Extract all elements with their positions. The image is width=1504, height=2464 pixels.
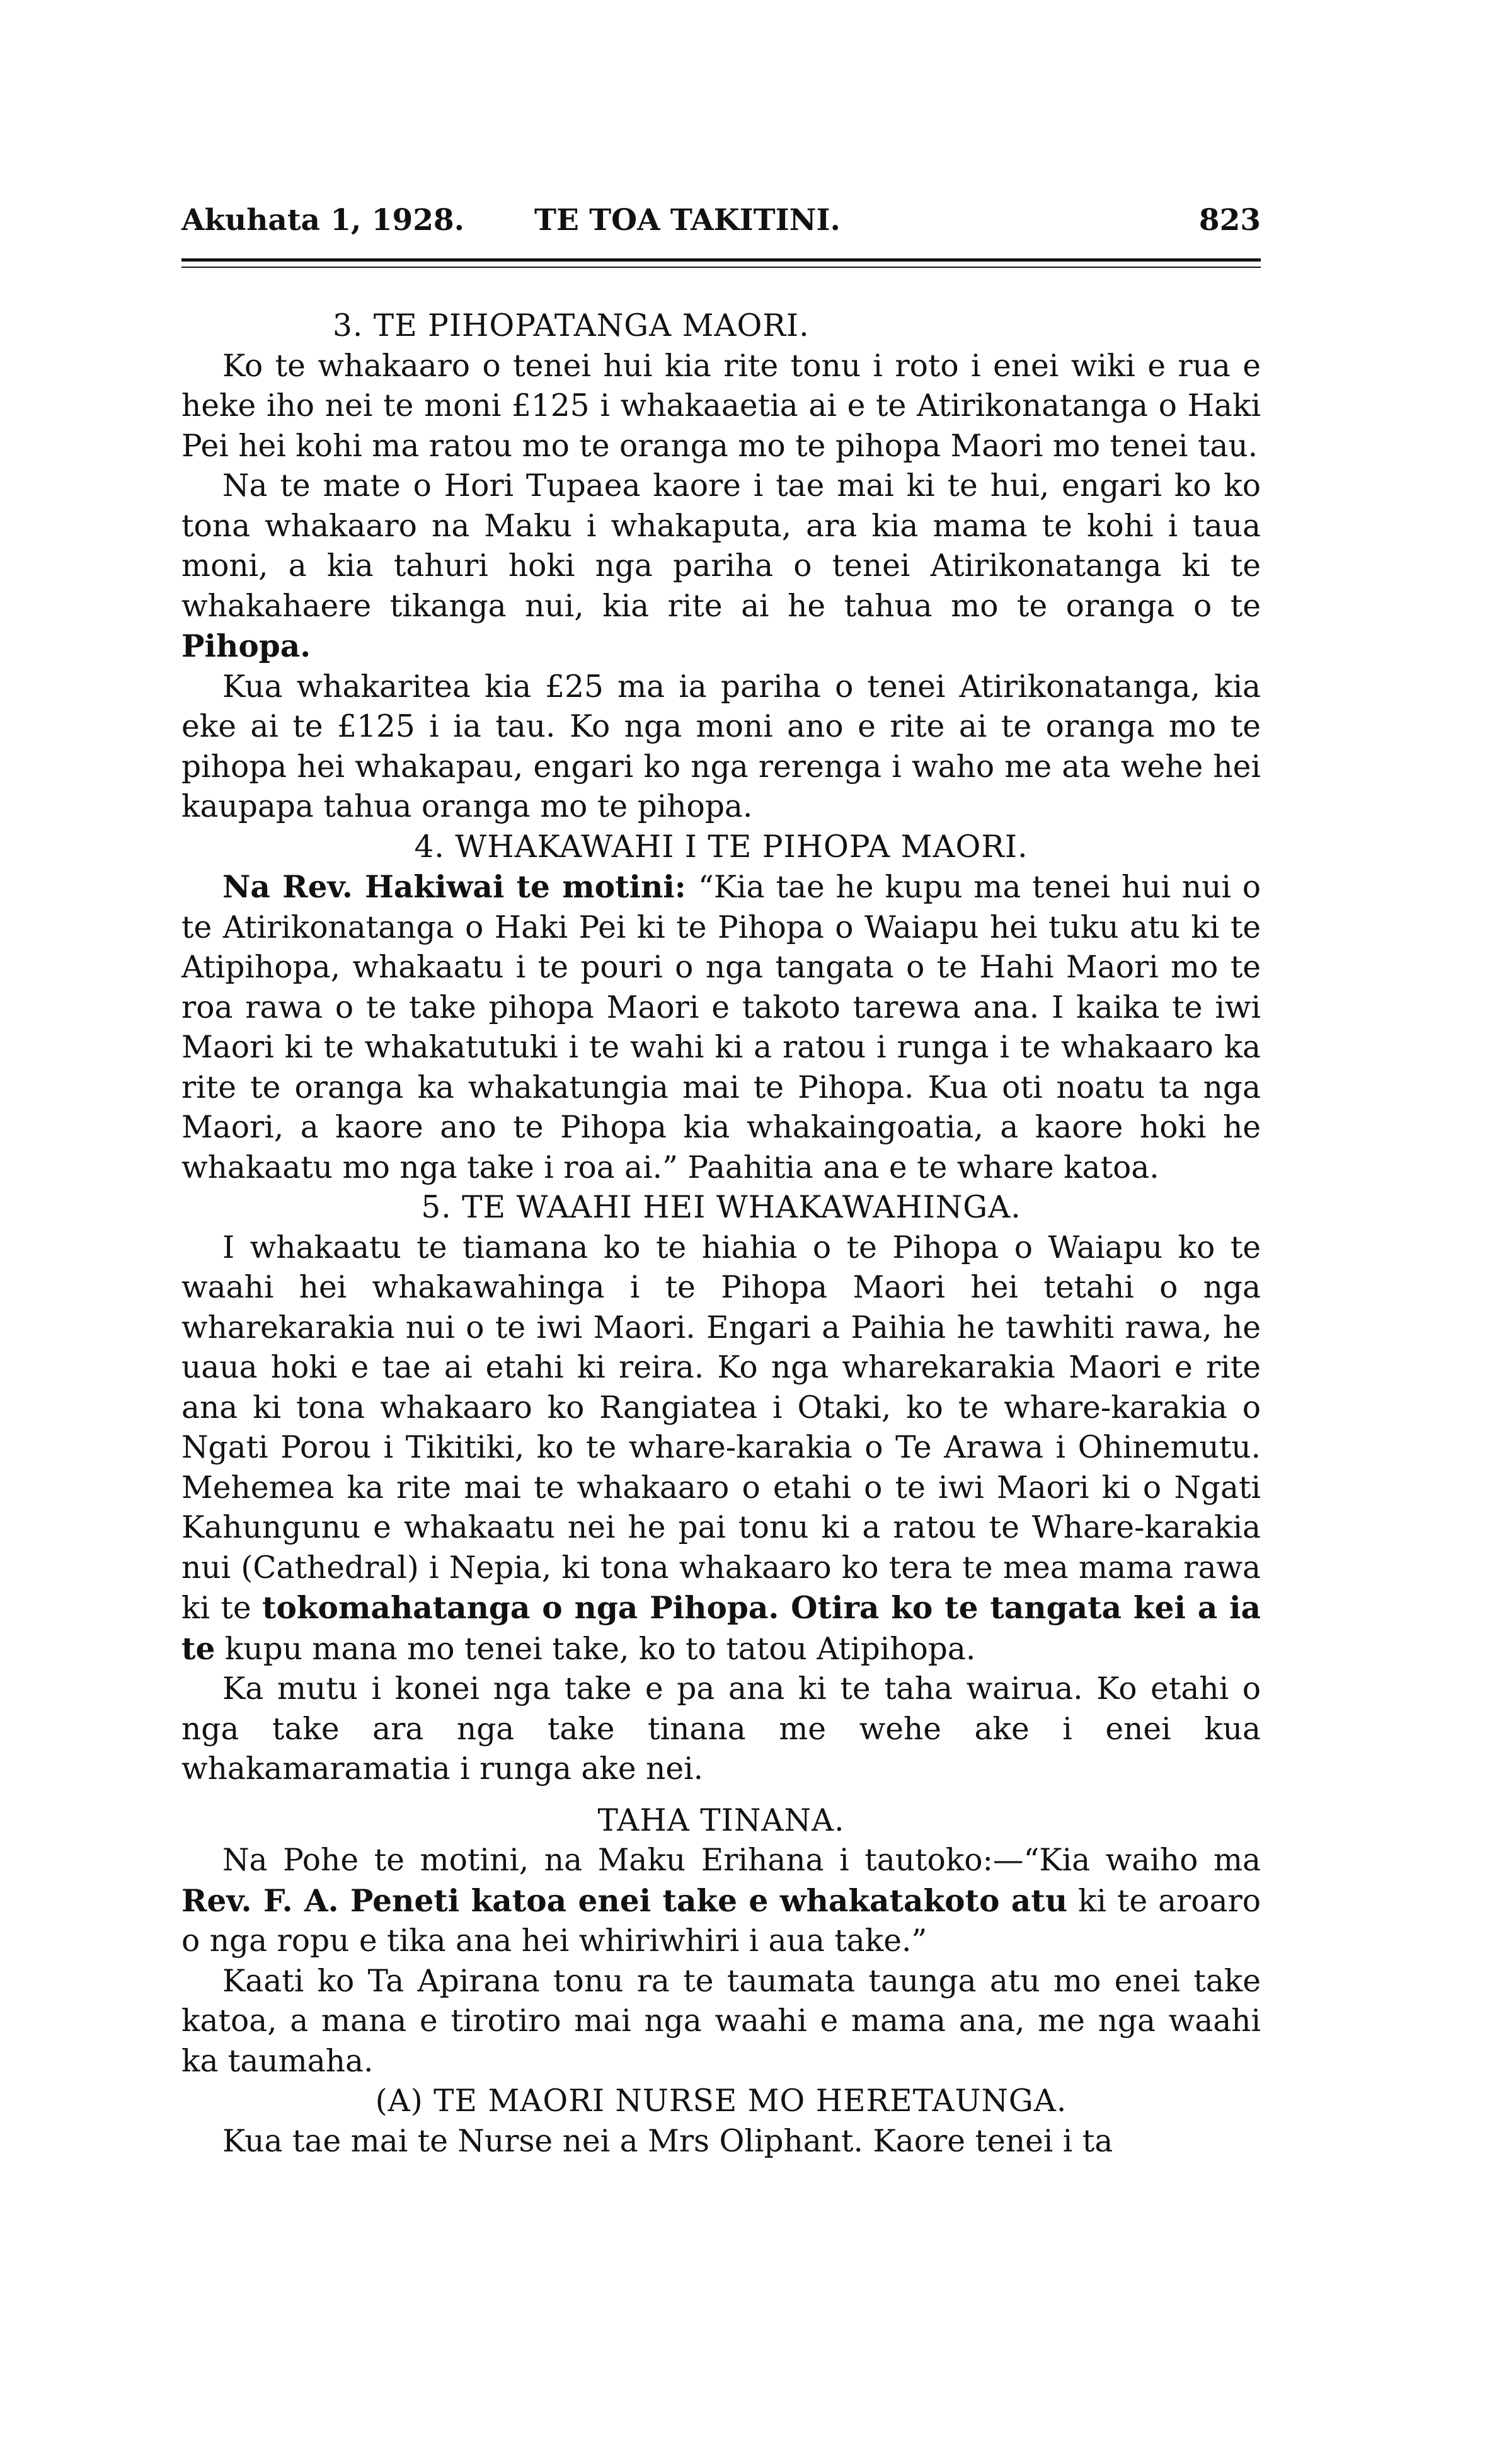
text-run: kupu mana mo tenei take, ko to tatou Atipihopa.: [215, 1631, 976, 1667]
section-heading-5: 5. TE WAAHI HEI WHAKAWAHINGA.: [421, 1190, 1021, 1225]
section-heading-4: 4. WHAKAWAHI I TE PIHOPA MAORI.: [414, 829, 1028, 865]
bold-text: Rev. F. A. Peneti katoa enei take e whakatakoto atu: [181, 1882, 1068, 1919]
text-run: ki te aroaro o nga ropu e tika ana hei whiriwhiri i aua take.”: [181, 1883, 1261, 1959]
header-date: Akuhata 1, 1928.: [181, 203, 464, 238]
page-number: 823: [1198, 203, 1261, 238]
section-heading-3: 3. TE PIHOPATANGA MAORI.: [333, 308, 810, 343]
bold-text: Na Rev. Hakiwai te motini:: [222, 869, 698, 905]
header-rule-thin: [181, 267, 1261, 268]
bold-text: Pihopa.: [181, 628, 311, 664]
paragraph: [181, 1841, 1261, 1962]
paragraph: Kua whakaritea kia £25 ma ia pariha o tenei Atirikonatanga, kia eke ai te £125 i ia tau. Ko nga moni ano e rite ai te oranga mo te pihopa hei whakapau, engari ko nga rerenga i waho me ata wehe hei kaupapa tahua oranga mo te pihopa.: [181, 669, 1261, 824]
bold-text: tokomahatanga o nga Pihopa. Otira ko te tangata kei a ia te: [181, 1590, 1261, 1667]
text-run: Na Pohe te motini, na Maku Erihana i tautoko:—“Kia waiho ma: [222, 1843, 1261, 1878]
paragraph: Ko te whakaaro o tenei hui kia rite tonu i roto i enei wiki e rua e heke iho nei te moni £125 i whakaaetia ai e te Atirikonatanga o Haki Pei hei kohi ma ratou mo te oranga mo te pihopa Maori mo tenei tau.: [181, 348, 1261, 464]
running-header: [181, 203, 1261, 247]
text-run: “Kia tae he kupu ma tenei hui nui o te Atirikonatanga o Haki Pei ki te Pihopa o Waiapu hei tuku atu ki te Atipihopa, whakaatu i te pouri o nga tangata o te Hahi Maori mo te roa rawa o te take pihopa Maori e takoto tarewa ana. I kaika te iwi Maori ki te whakatutuki i te wahi ki a ratou i runga i te whakaaro ka rite te oranga ka whakatungia mai te Pihopa. Kua oti noatu ta nga Maori, a kaore ano te Pihopa kia whakaingoatia, a kaore hoki he whakaatu mo nga take i roa ai.” Paahitia ana e te whare katoa.: [181, 870, 1261, 1185]
header-title: TE TOA TAKITINI.: [534, 203, 841, 238]
section-heading-nurse: (A) TE MAORI NURSE MO HERETAUNGA.: [375, 2083, 1067, 2119]
header-rule-thick: [181, 258, 1261, 262]
paragraph: [181, 466, 1261, 667]
text-run: I whakaatu te tiamana ko te hiahia o te Pihopa o Waiapu ko te waahi hei whakawahinga i te Pihopa Maori hei tetahi o nga wharekarakia nui o te iwi Maori. Engari a Paihia he tawhiti rawa, he uaua hoki e tae ai etahi ki reira. Ko nga wharekarakia Maori e rite ana ki tona whakaaro ko Rangiatea i Otaki, ko te whare-karakia o Ngati Porou i Tikitiki, ko te whare-karakia o Te Arawa i Ohinemutu. Mehemea ka rite mai te whakaaro o etahi o te iwi Maori ki o Ngati Kahungunu e whakaatu nei he pai tonu ki a ratou te Whare-karakia nui (Cathedral) i Nepia, ki tona whakaaro ko tera te mea mama rawa ki te: [181, 1229, 1261, 1626]
text-run: Na te mate o Hori Tupaea kaore i tae mai ki te hui, engari ko ko tona whakaaro na Maku i whakaputa, ara kia mama te kohi i taua moni, a kia tahuri hoki nga pariha o tenei Atirikonatanga ki te whakahaere tikanga nui, kia rite ai he tahua mo te oranga o te: [181, 468, 1261, 624]
paragraph: Kua tae mai te Nurse nei a Mrs Oliphant. Kaore tenei i ta: [222, 2123, 1113, 2159]
paragraph: [181, 1228, 1261, 1670]
paragraph: Ka mutu i konei nga take e pa ana ki te taha wairua. Ko etahi o nga take ara nga take tinana me wehe ake i enei kua whakamaramatia i runga ake nei.: [181, 1671, 1261, 1787]
section-heading-taha-tinana: TAHA TINANA.: [597, 1802, 845, 1838]
page-body: [181, 306, 1261, 2162]
paragraph: Kaati ko Ta Apirana tonu ra te taumata taunga atu mo enei take katoa, a mana e tirotiro mai nga waahi e mama ana, me nga waahi ka taumaha.: [181, 1963, 1261, 2079]
paragraph: [181, 867, 1261, 1188]
